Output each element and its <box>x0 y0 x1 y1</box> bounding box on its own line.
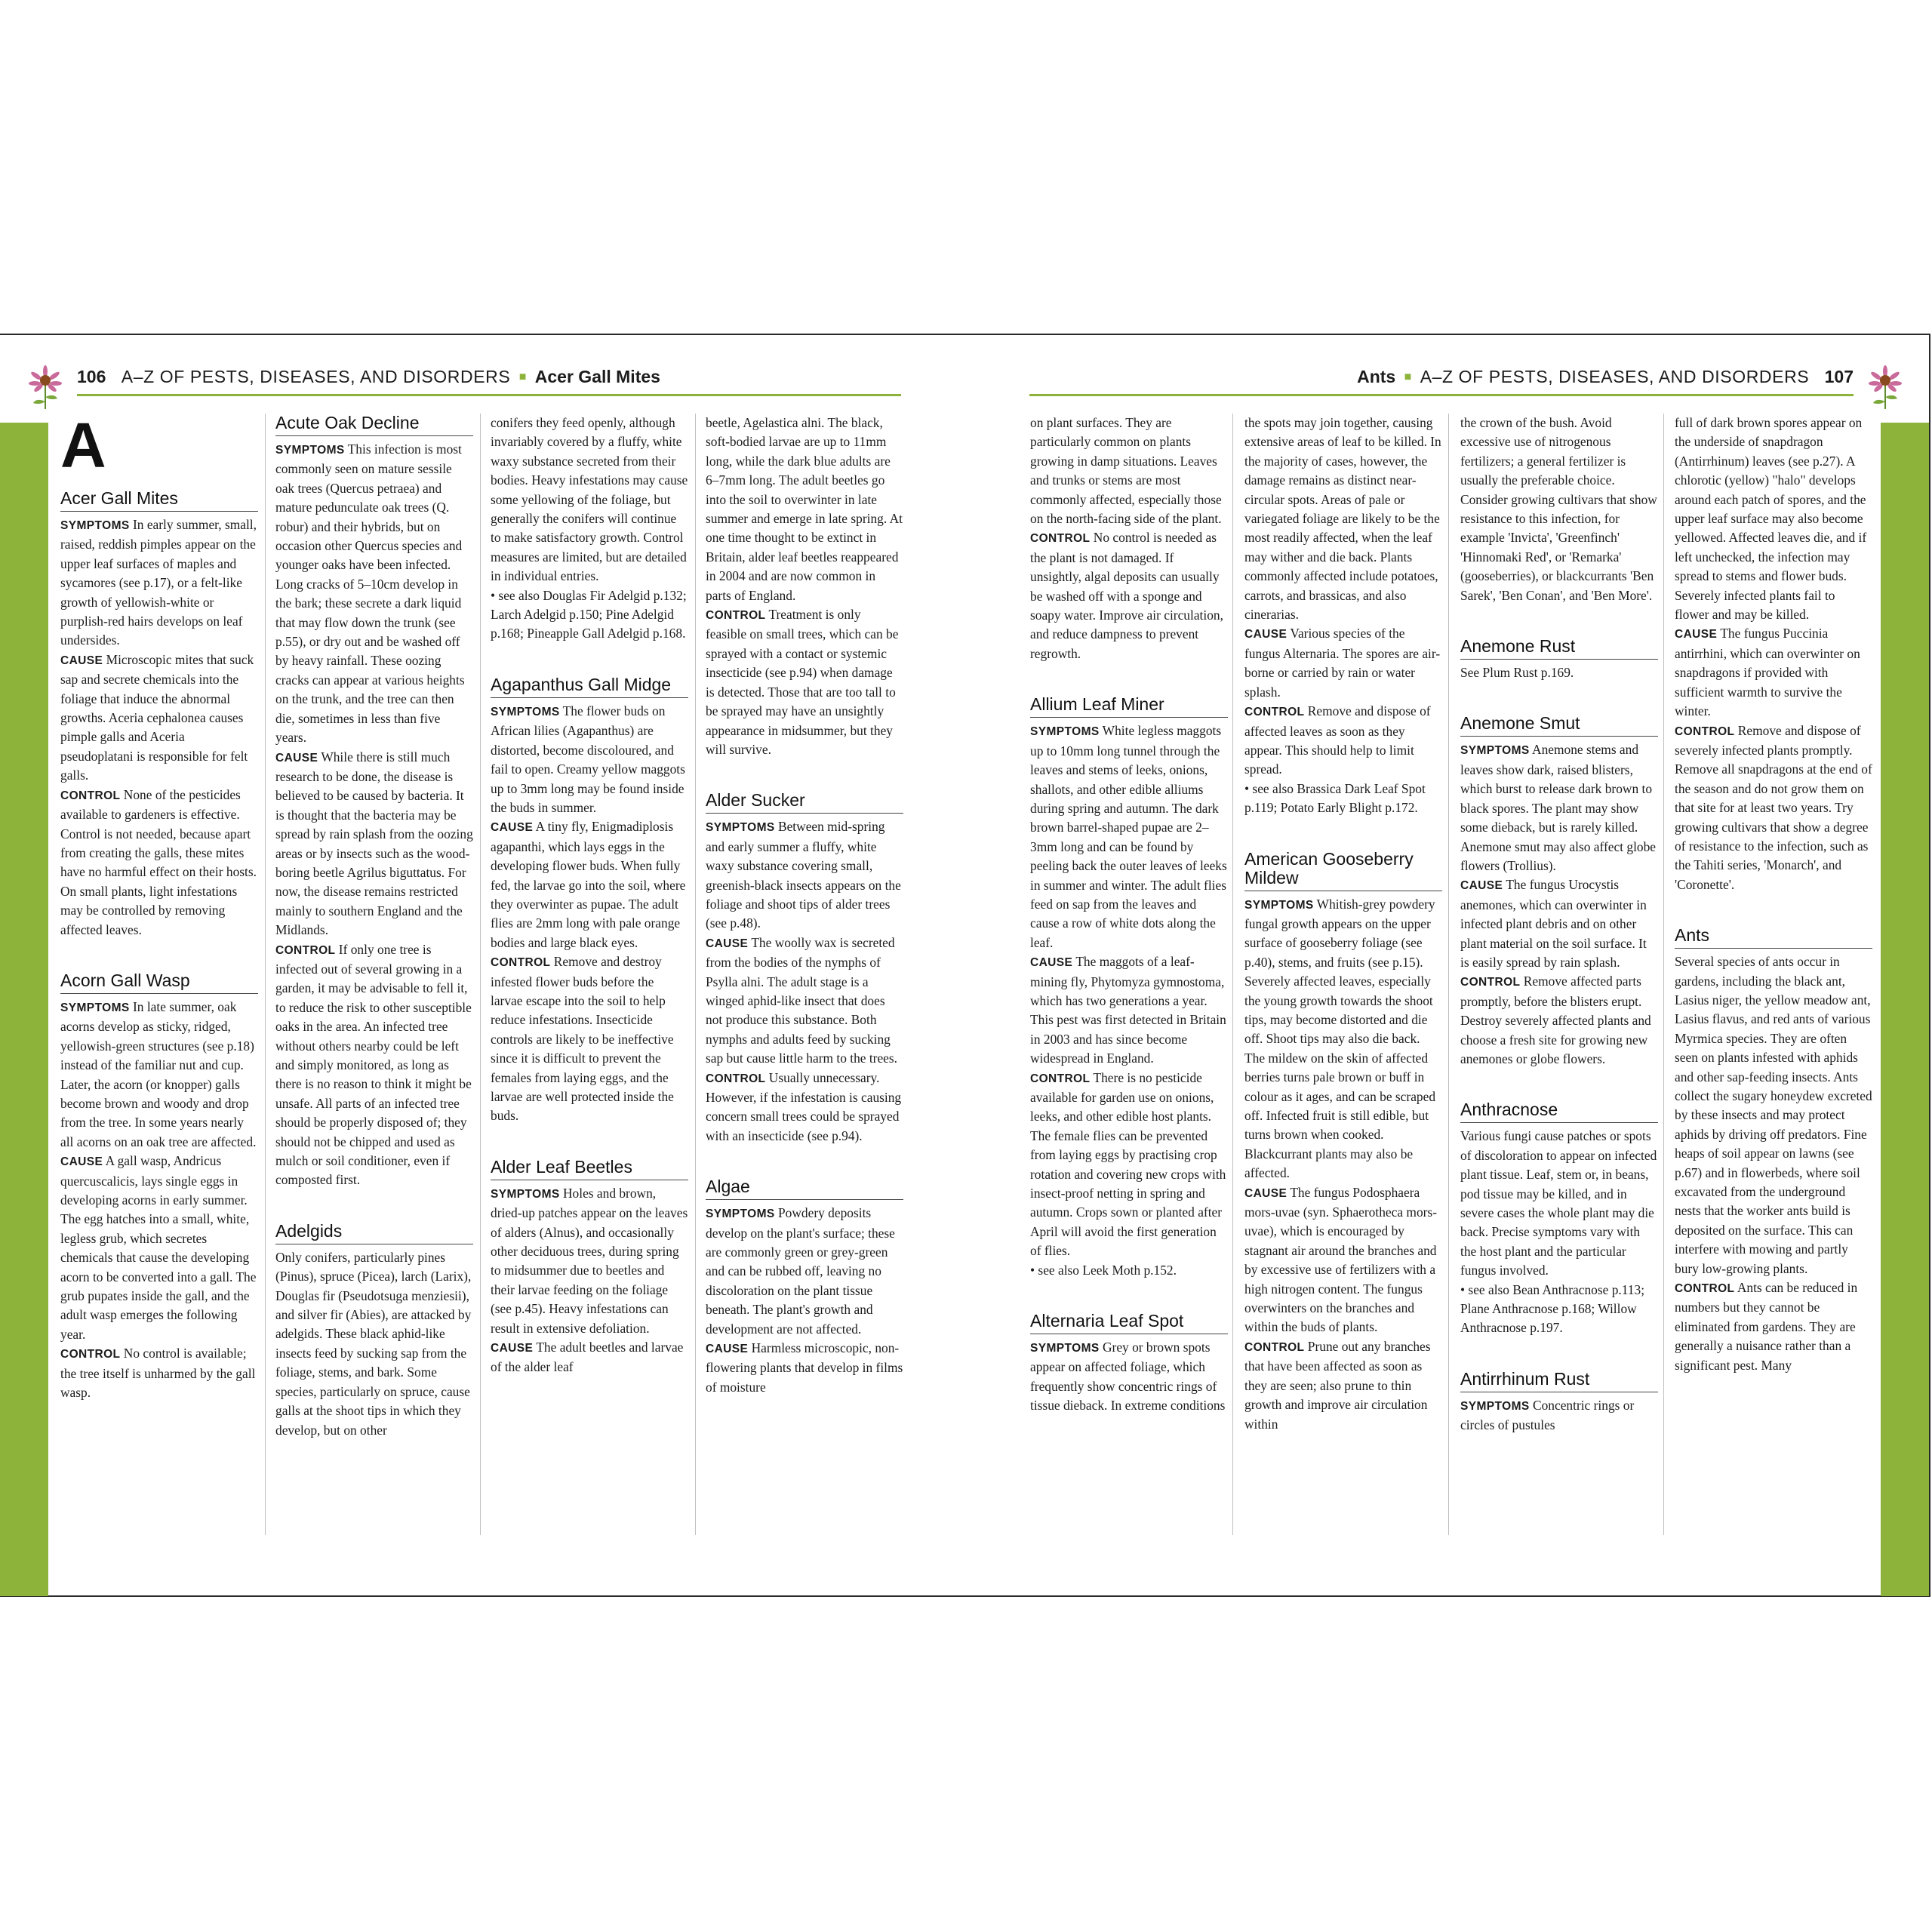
paragraph-text: Ants can be reduced in numbers but they cannot be eliminated from gardens. They are generally a nuisance rather than a significant pest. Many <box>1675 1280 1858 1373</box>
paragraph-text: • see also Brassica Dark Leaf Spot p.119; Potato Early Blight p.172. <box>1244 780 1426 816</box>
paragraph-text: the spots may join together, causing extensive areas of leaf to be killed. In the majority of cases, however, the damage remains as distinct near-circular spots. Areas of pale or variegated foliage are likely to be the most readily affected, when the leaf may wither and die back. Plants commonly affected include potatoes, carrots, and brassicas, and also cinerarias. <box>1244 415 1441 623</box>
entry-paragraph <box>1460 1127 1658 1280</box>
paragraph-keyword: SYMPTOMS <box>491 705 560 718</box>
paragraph-text: The woolly wax is secreted from the bodies of the nymphs of Psylla alni. The adult stage is a winged aphid-like insect that does not produce this substance. Both nymphs and adults feed by sucking sap but cause little harm to the trees. <box>706 934 898 1066</box>
entry-paragraph <box>491 1338 688 1377</box>
paragraph-keyword: CONTROL <box>1460 976 1521 989</box>
paragraph-text: There is no pesticide available for garden use on onions, leeks, and other edible host plants. The female flies can be prevented from laying eggs by practising crop rotation and covering new crops with insect-proof netting in spring and autumn. Crops sown or planted after April will avoid the first generation of flies. <box>1030 1069 1226 1259</box>
entry-paragraph <box>1244 702 1442 780</box>
entry-heading: Allium Leaf Miner <box>1030 695 1228 718</box>
entry-paragraph <box>1244 414 1442 624</box>
paragraph-text: Several species of ants occur in gardens, including the black ant, Lasius niger, the yellow meadow ant, Lasius flavus, and red ants of various Myrmica species. They are often seen on plants infested with aphids and other sap-feeding insects. Ants collect the sugary honeydew excreted by these insects and may protect aphids by driving off predators. Fine heaps of soil appear on lawns (see p.67) and in flowerbeds, where soil excavated from the underground nests that the worker ants build is deposited on the surface. This can interfere with mowing and partly bury low-growing plants. <box>1675 954 1872 1276</box>
first-entry-name: Acer Gall Mites <box>534 367 660 386</box>
entry-heading: Acorn Gall Wasp <box>60 971 258 994</box>
paragraph-text: The fungus Puccinia antirrhini, which can overwinter on snapdragons if provided with sufficient warmth to survive the winter. <box>1675 626 1860 719</box>
paragraph-keyword: CAUSE <box>491 821 534 835</box>
paragraph-text: Concentric rings or circles of pustules <box>1460 1397 1635 1433</box>
text-column <box>706 414 903 1537</box>
entry-paragraph <box>275 940 473 1190</box>
entry-heading: Anthracnose <box>1460 1100 1658 1123</box>
paragraph-text: This infection is most commonly seen on mature sessile oak trees (Quercus petraea) and mature pedunculate oak trees (Q. robur) and their hybrids, but on occasion other Quercus species and younger oaks have been infected. Long cracks of 5–10cm develop in the bark; these secrete a dark liquid that may flow down the trunk (see p.55), or dry out and be washed off by heavy rainfall. These oozing cracks can appear at various heights on the trunk, and the tree can then die, sometimes in less than five years. <box>275 441 465 746</box>
paragraph-keyword: CAUSE <box>60 654 103 667</box>
entry-paragraph <box>706 1339 903 1397</box>
entry-paragraph <box>1675 952 1872 1278</box>
section-title: A–Z OF PESTS, DISEASES, AND DISORDERS <box>1420 367 1810 386</box>
entry-spacer <box>491 644 688 675</box>
paragraph-text: White legless maggots up to 10mm long tunnel through the leaves and stems of leeks, onions, shallots, and other edible alliums during spring and autumn. The dark brown barrel-shaped pupae are 2–3mm long and can be found by peeling back the outer leaves of leeks in summer and winter. The adult flies feed on sap from the leaves and cause a row of white dots along the leaf. <box>1030 723 1227 950</box>
paragraph-keyword: CONTROL <box>706 1072 766 1085</box>
entry-heading: Algae <box>706 1177 903 1200</box>
entry-paragraph <box>60 515 258 651</box>
paragraph-keyword: CONTROL <box>275 943 336 957</box>
entry-paragraph <box>491 702 688 817</box>
column-rule <box>1448 414 1449 1535</box>
entry-paragraph <box>1244 624 1442 702</box>
entry-spacer <box>1460 1338 1658 1370</box>
last-entry-name: Ants <box>1357 367 1396 386</box>
entry-paragraph <box>1244 780 1442 818</box>
entry-paragraph <box>1030 414 1228 528</box>
left-page-edge-strip <box>0 423 48 1596</box>
paragraph-text: Prune out any branches that have been affected as soon as they are seen; also prune to thin growth and improve air circulation within <box>1244 1338 1431 1432</box>
column-rule <box>480 414 481 1535</box>
entry-heading: Ants <box>1675 926 1872 949</box>
paragraph-keyword: CONTROL <box>60 1348 121 1361</box>
column-rule <box>265 414 266 1535</box>
entry-paragraph <box>275 1248 473 1440</box>
entry-heading: Acute Oak Decline <box>275 414 473 436</box>
entry-paragraph <box>1460 1396 1658 1435</box>
entry-heading: Acer Gall Mites <box>60 489 258 512</box>
page-number: 106 <box>77 367 106 386</box>
text-column <box>275 414 473 1537</box>
paragraph-keyword: CONTROL <box>60 789 121 802</box>
entry-paragraph <box>491 952 688 1126</box>
column-rule <box>1232 414 1233 1535</box>
entry-paragraph <box>706 1069 903 1146</box>
paragraph-keyword: SYMPTOMS <box>1030 725 1100 739</box>
paragraph-keyword: CAUSE <box>706 1343 749 1356</box>
entry-paragraph <box>60 1152 258 1344</box>
paragraph-text: Microscopic mites that suck sap and secrete chemicals into the foliage that induce the abnormal growths. Aceria cephalonea causes pimple galls and Aceria pseudoplatani is responsible for felt galls. <box>60 651 254 783</box>
paragraph-text: the crown of the bush. Avoid excessive use of nitrogenous fertilizers; a general fertilizer is usually the preferable choice. Consider growing cultivars that show resistance to this infection, for example 'Invicta', 'Greenfinch' 'Hinnomaki Red', or 'Remarka' (gooseberries), or blackcurrants 'Ben Sarek', 'Ben Conan', and 'Ben More'. <box>1460 415 1657 603</box>
entry-heading: Alder Leaf Beetles <box>491 1158 688 1180</box>
entry-paragraph <box>1030 1261 1228 1280</box>
paragraph-text: No control is needed as the plant is not damaged. If unsightly, algal deposits can usually be washed off with a sponge and soapy water. Improve air circulation, and reduce dampness to prevent regrowth. <box>1030 530 1223 661</box>
entry-spacer <box>1030 663 1228 695</box>
paragraph-keyword: SYMPTOMS <box>1244 898 1314 912</box>
paragraph-text: Remove affected parts promptly, before the blisters erupt. Destroy severely affected plants and choose a fresh site for growing new anemones or globe flowers. <box>1460 974 1651 1066</box>
paragraph-keyword: SYMPTOMS <box>60 519 130 532</box>
entry-paragraph <box>1675 414 1872 624</box>
paragraph-text: • see also Leek Moth p.152. <box>1030 1262 1177 1278</box>
paragraph-text: full of dark brown spores appear on the underside of snapdragon (Antirrhinum) leaves (see p.27). A chlorotic (yellow) "halo" develops around each patch of spores, and the upper leaf surface may also become yellowed. Affected leaves die, and if left unchecked, the infection may spread to stems and flower buds. Severely infected plants fail to flower and may be killed. <box>1675 415 1867 623</box>
paragraph-text: • see also Douglas Fir Adelgid p.132; Larch Adelgid p.150; Pine Adelgid p.168; Pineapple Gall Adelgid p.168. <box>491 587 687 641</box>
entry-paragraph <box>1244 1337 1442 1434</box>
entry-spacer <box>1030 1280 1228 1312</box>
entry-paragraph <box>1244 1183 1442 1337</box>
entry-paragraph <box>1030 1338 1228 1416</box>
paragraph-text: Anemone stems and leaves show dark, raised blisters, which burst to release dark brown to black spores. The plant may show some dieback, but is rarely killed. Anemone smut may also affect globe flowers (Trollius). <box>1460 742 1657 873</box>
entry-paragraph <box>1030 721 1228 952</box>
entry-spacer <box>1244 818 1442 850</box>
paragraph-text: on plant surfaces. They are particularly common on plants growing in damp situations. Leaves and trunks or stems are most commonly affected, especially those on the north-facing side of the plant. <box>1030 415 1222 527</box>
paragraph-text: Various fungi cause patches or spots of discoloration to appear on infected plant tissue. Leaf, stem or, in beans, pod tissue may be killed, and in severe cases the whole plant may die back. Precise symptoms vary with the host plant and the particular fungus involved. <box>1460 1128 1657 1278</box>
entry-heading: Anemone Smut <box>1460 714 1658 737</box>
paragraph-text: Harmless microscopic, non-flowering plants that develop in films of moisture <box>706 1340 903 1395</box>
paragraph-text: The flower buds on African lilies (Agapanthus) are distorted, become discoloured, and fail to open. Creamy yellow maggots up to 3mm long may be found inside the buds in summer. <box>491 703 685 815</box>
entry-paragraph <box>60 1344 258 1402</box>
paragraph-text: The adult beetles and larvae of the alder leaf <box>491 1340 684 1375</box>
entry-paragraph <box>1675 1278 1872 1375</box>
paragraph-keyword: CONTROL <box>1030 1072 1091 1085</box>
paragraph-keyword: SYMPTOMS <box>60 1001 130 1014</box>
paragraph-text: The fungus Podosphaera mors-uvae (syn. Sphaerotheca mors-uvae), which is encouraged by stagnant air around the branches and by excessive use of fertilizers with a high nitrogen content. The fungus overwinters on the branches and within the buds of plants. <box>1244 1184 1437 1335</box>
text-column <box>1675 414 1872 1537</box>
text-column <box>1244 414 1442 1537</box>
paragraph-text: The maggots of a leaf-mining fly, Phytomyza gymnostoma, which has two generations a year. This pest was first detected in Britain in 2003 and has since become widespread in England. <box>1030 954 1226 1066</box>
entry-paragraph <box>1460 972 1658 1069</box>
paragraph-keyword: CAUSE <box>1030 956 1073 970</box>
entry-paragraph <box>275 440 473 748</box>
entry-paragraph <box>1460 1281 1658 1338</box>
entry-spacer <box>1675 894 1872 926</box>
entry-paragraph <box>491 1184 688 1338</box>
entry-paragraph <box>1460 414 1658 605</box>
paragraph-keyword: CONTROL <box>1244 706 1305 719</box>
section-title: A–Z OF PESTS, DISEASES, AND DISORDERS <box>121 367 511 386</box>
flower-icon <box>29 365 62 411</box>
paragraph-text: beetle, Agelastica alni. The black, soft-bodied larvae are up to 11mm long, while the dark blue adults are 6–7mm long. The adult beetles go into the soil to overwinter in late summer and emerge in late spring. At one time thought to be extinct in Britain, alder leaf beetles reappeared in 2004 and are now common in parts of England. <box>706 415 903 603</box>
paragraph-keyword: SYMPTOMS <box>275 444 345 457</box>
paragraph-keyword: CAUSE <box>60 1155 103 1169</box>
entry-paragraph <box>1460 740 1658 875</box>
entry-paragraph <box>491 586 688 644</box>
paragraph-text: Remove and dispose of severely infected plants promptly. Remove all snapdragons at the end of the season and do not grow them on that site for at least two years. Try growing cultivars that show a degree of resistance to the infection, such as the Tahiti series, 'Monarch', and 'Coronette'. <box>1675 722 1872 892</box>
separator-square-icon: ■ <box>518 371 527 383</box>
paragraph-text: Various species of the fungus Alternaria. The spores are air-borne or carried by rain or water splash. <box>1244 626 1441 700</box>
entry-paragraph <box>706 1204 903 1339</box>
paragraph-text: Grey or brown spots appear on affected foliage, which frequently show concentric rings of tissue dieback. In extreme conditions <box>1030 1340 1226 1414</box>
paragraph-text: Only conifers, particularly pines (Pinus), spruce (Picea), larch (Larix), Douglas fir (Pseudotsuga menziesii), and silver fir (Abies), are attacked by adelgids. These black aphid-like insects feed by sucking sap from the foliage, stems, and bark. Some species, particularly on spruce, cause galls at the shoot tips in which they develop, but on other <box>275 1249 472 1438</box>
paragraph-keyword: CONTROL <box>1244 1340 1305 1354</box>
text-column <box>491 414 688 1537</box>
entry-heading: Agapanthus Gall Midge <box>491 675 688 698</box>
paragraph-keyword: CONTROL <box>491 956 551 970</box>
right-page-edge-strip <box>1881 423 1929 1596</box>
paragraph-keyword: CAUSE <box>1675 628 1718 641</box>
paragraph-keyword: SYMPTOMS <box>1460 744 1530 758</box>
paragraph-keyword: CONTROL <box>1675 724 1735 738</box>
entry-spacer <box>706 759 903 791</box>
entry-heading: Anemone Rust <box>1460 637 1658 660</box>
paragraph-text: Between mid-spring and early summer a fluffy, white waxy substance covering small, greenish-black insects appears on the foliage and shoot tips of alder trees (see p.48). <box>706 819 901 931</box>
entry-spacer <box>706 1146 903 1177</box>
entry-paragraph <box>60 651 258 786</box>
paragraph-text: Treatment is only feasible on small trees, which can be sprayed with a contact or systemic insecticide (see p.94) when damage is detected. Those that are too tall to be sprayed may have an unsightly appearance in midsummer, but they will survive. <box>706 607 899 757</box>
paragraph-keyword: SYMPTOMS <box>1460 1399 1530 1413</box>
paragraph-keyword: CONTROL <box>706 609 766 623</box>
paragraph-keyword: CAUSE <box>1460 879 1503 893</box>
paragraph-keyword: CAUSE <box>706 937 749 950</box>
separator-square-icon: ■ <box>1404 371 1412 383</box>
paragraph-keyword: CAUSE <box>1244 628 1287 641</box>
paragraph-text: Remove and destroy infested flower buds before the larvae escape into the soil to help reduce infestations. Insecticide controls are likely to be ineffective since it is difficult to prevent the females from laying eggs, and the larvae are well protected inside the buds. <box>491 954 674 1124</box>
entry-paragraph <box>1030 952 1228 1068</box>
entry-spacer <box>60 940 258 971</box>
entry-heading: Alternaria Leaf Spot <box>1030 1312 1228 1334</box>
paragraph-text: In early summer, small, raised, reddish pimples appear on the upper leaf surfaces of maples and sycamores (see p.17), or a felt-like growth of yellowish-white or purplish-red hairs develops on leaf undersides. <box>60 517 257 648</box>
paragraph-text: Whitish-grey powdery fungal growth appears on the upper surface of gooseberry foliage (see p.40), stems, and fruits (see p.15). Severely affected leaves, especially the young growth towards the shoot tips, may become distorted and die off. Shoot tips may also die back. The mildew on the skin of affected berries turns pale brown or buff in colour as it ages, and can be scraped off. Infected fruit is still edible, but turns brown when cooked. Blackcurrant plants may also be affected. <box>1244 896 1436 1181</box>
paragraph-keyword: CAUSE <box>491 1342 534 1355</box>
paragraph-text: A tiny fly, Enigmadiplosis agapanthi, which lays eggs in the developing flower buds. When fully fed, the larvae go into the soil, where they overwinter as pupae. The adult flies are 2mm long with pale orange bodies and large black eyes. <box>491 819 686 950</box>
entry-paragraph <box>706 817 903 933</box>
paragraph-keyword: CAUSE <box>1244 1186 1287 1200</box>
entry-paragraph <box>60 786 258 940</box>
entry-spacer <box>1460 605 1658 637</box>
entry-spacer <box>1460 1069 1658 1100</box>
running-header-left <box>77 365 901 396</box>
entry-paragraph <box>1675 721 1872 895</box>
column-rule <box>695 414 696 1535</box>
paragraph-text: While there is still much research to be done, the disease is believed to be caused by bacteria. It is thought that the bacteria may be spread by rain splash from the oozing areas or by insects such as the wood-boring beetle Agrilus biguttatus. For now, the disease remains restricted mainly to southern England and the Midlands. <box>275 749 473 938</box>
paragraph-text: A gall wasp, Andricus quercuscalicis, lays single eggs in developing acorns in early summer. The egg hatches into a small, white, legless grub, which secretes chemicals that cause the developing acorn to be converted into a gall. The grub pupates inside the gall, and the adult wasp emerges the following year. <box>60 1153 257 1342</box>
entry-paragraph <box>491 817 688 952</box>
text-column <box>1030 414 1228 1537</box>
paragraph-keyword: SYMPTOMS <box>1030 1342 1100 1355</box>
entry-paragraph <box>1460 663 1658 682</box>
entry-heading: American Gooseberry Mildew <box>1244 850 1442 891</box>
entry-heading: Antirrhinum Rust <box>1460 1370 1658 1392</box>
text-column <box>1460 414 1658 1537</box>
text-column <box>60 414 258 1537</box>
paragraph-text: Powdery deposits develop on the plant's surface; these are commonly green or grey-green and can be rubbed off, leaving no discoloration on the plant tissue beneath. The plant's growth and development are not affected. <box>706 1205 895 1337</box>
entry-paragraph <box>275 748 473 940</box>
paragraph-keyword: CONTROL <box>1030 532 1091 546</box>
paragraph-keyword: CAUSE <box>275 751 318 764</box>
entry-spacer <box>1460 682 1658 714</box>
paragraph-text: • see also Bean Anthracnose p.113; Plane Anthracnose p.168; Willow Anthracnose p.197. <box>1460 1281 1645 1336</box>
entry-heading: Alder Sucker <box>706 791 903 814</box>
paragraph-keyword: SYMPTOMS <box>706 1208 775 1221</box>
paragraph-text: In late summer, oak acorns develop as sticky, ridged, yellowish-green structures (see p.18) instead of the familiar nut and cup. Later, the acorn (or knopper) galls become brown and woody and drop from the tree. In some years nearly all acorns on an oak tree are affected. <box>60 998 257 1149</box>
column-rule <box>1663 414 1664 1535</box>
flower-icon <box>1869 365 1902 411</box>
paragraph-keyword: SYMPTOMS <box>491 1187 560 1201</box>
paragraph-keyword: SYMPTOMS <box>706 821 775 835</box>
paragraph-text: See Plum Rust p.169. <box>1460 665 1574 681</box>
entry-spacer <box>275 1190 473 1222</box>
section-letter: A <box>60 414 106 481</box>
paragraph-text: Remove and dispose of affected leaves as soon as they appear. This should help to limit spread. <box>1244 703 1431 777</box>
paragraph-text: No control is available; the tree itself is unharmed by the gall wasp. <box>60 1346 256 1401</box>
paragraph-keyword: CONTROL <box>1675 1282 1735 1296</box>
running-header-right <box>1029 365 1854 396</box>
paragraph-text: conifers they feed openly, although invariably covered by a fluffy, white waxy substance secreted from their bodies. Heavy infestations may cause some yellowing of the foliage, but generally the conifers will continue to make satisfactory growth. Control measures are limited, but are detailed in individual entries. <box>491 415 688 584</box>
entry-paragraph <box>1675 624 1872 721</box>
entry-paragraph <box>1030 1069 1228 1261</box>
entry-paragraph <box>706 605 903 759</box>
entry-paragraph <box>1460 875 1658 972</box>
entry-paragraph <box>706 934 903 1069</box>
entry-paragraph <box>1030 528 1228 663</box>
entry-paragraph <box>491 414 688 586</box>
entry-spacer <box>491 1126 688 1158</box>
paragraph-text: None of the pesticides available to gardeners is effective. Control is not needed, because apart from creating the galls, these mites have no harmful effect on their hosts. On small plants, light infestations may be controlled by removing affected leaves. <box>60 786 257 937</box>
paragraph-text: The fungus Urocystis anemones, which can overwinter in infected plant debris and on other plant material on the soil surface. It is easily spread by rain splash. <box>1460 877 1647 970</box>
entry-paragraph <box>60 998 258 1152</box>
entry-paragraph <box>1244 895 1442 1183</box>
paragraph-text: Holes and brown, dried-up patches appear on the leaves of alders (Alnus), and occasionally other deciduous trees, during spring to midsummer due to beetles and their larvae feeding on the foliage (see p.45). Heavy infestations can result in extensive defoliation. <box>491 1185 688 1336</box>
page-number: 107 <box>1824 367 1854 386</box>
paragraph-text: If only one tree is infected out of several growing in a garden, it may be advisable to fell it, to reduce the risk to other susceptible oaks in the area. An infected tree without others nearby could be left and simply monitored, as long as there is no reason to think it might be unsafe. All parts of an infected tree should be properly disposed of; they should not be chipped and used as mulch or soil conditioner, even if composted first. <box>275 941 472 1188</box>
entry-paragraph <box>706 414 903 605</box>
book-spread <box>0 334 1930 1597</box>
paragraph-text: Usually unnecessary. However, if the infestation is causing concern small trees could be sprayed with an insecticide (see p.94). <box>706 1069 902 1143</box>
entry-heading: Adelgids <box>275 1222 473 1244</box>
